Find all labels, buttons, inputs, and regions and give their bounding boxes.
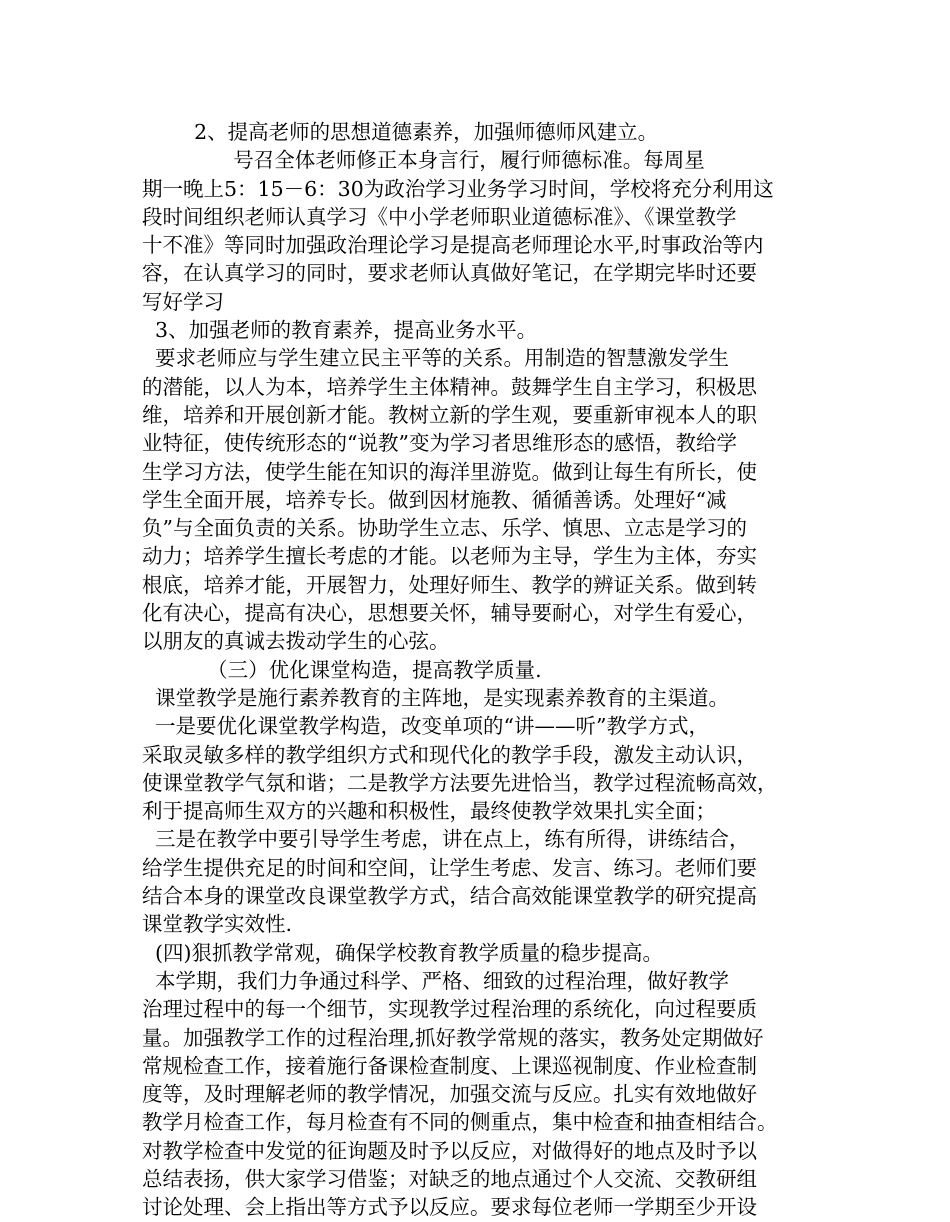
text-line: （三）优化课堂构造，提高教学质量. xyxy=(142,657,542,682)
text-line: (四)狠抓教学常观，确保学校教育教学质量的稳步提高。 xyxy=(142,940,664,965)
text-line: 三是在教学中要引导学生考虑，讲在点上，练有所得，讲练结合， xyxy=(142,827,750,852)
text-line: 动力；培养学生擅长考虑的才能。以老师为主导，学生为主体，夯实 xyxy=(142,544,757,569)
text-line: 度等，及时理解老师的教学情况，加强交流与反应。扎实有效地做好 xyxy=(142,1082,757,1107)
text-line: 负”与全面负责的关系。协助学生立志、乐学、慎思、立志是学习的 xyxy=(142,516,747,541)
text-line: 治理过程中的每一个细节，实现教学过程治理的系统化，向过程要质 xyxy=(142,997,757,1022)
text-line: 课堂教学实效性. xyxy=(142,912,293,937)
text-line: 写好学习 xyxy=(142,289,224,314)
text-line: 讨论处理、会上指出等方式予以反应。要求每位老师一学期至少开设 xyxy=(142,1195,757,1220)
text-line: 给学生提供充足的时间和空间，让学生考虑、发言、练习。老师们要 xyxy=(142,855,757,880)
text-line: 本学期，我们力争通过科学、严格、细致的过程治理，做好教学 xyxy=(142,968,730,993)
text-line: 常规检查工作，接着施行备课检查制度、上课巡视制度、作业检查制 xyxy=(142,1053,757,1078)
text-line: 段时间组织老师认真学习《中小学老师职业道德标准》、《课堂教学 xyxy=(142,204,737,229)
text-line: 期一晚上5：15－6：30为政治学习业务学习时间，学校将充分利用这 xyxy=(142,176,774,201)
text-line: 生学习方法，使学生能在知识的海洋里游览。做到让每生有所长，使 xyxy=(142,459,757,484)
text-line: 业特征，使传统形态的“说教”变为学习者思维形态的感悟，教给学 xyxy=(142,431,737,456)
text-line: 号召全体老师修正本身言行，履行师德标准。每周星 xyxy=(142,148,705,173)
text-line: 一是要优化课堂教学构造，改变单项的“讲——听”教学方式， xyxy=(142,714,709,739)
text-line: 的潜能，以人为本，培养学生主体精神。鼓舞学生自主学习，积极思 xyxy=(142,374,757,399)
text-line: 学生全面开展，培养专长。做到因材施教、循循善诱。处理好“减 xyxy=(142,487,727,512)
text-line: 维，培养和开展创新才能。教树立新的学生观，要重新审视本人的职 xyxy=(142,402,757,427)
text-line: 十不准》等同时加强政治理论学习是提高老师理论水平,时事政治等内 xyxy=(142,233,764,258)
text-line: 容，在认真学习的同时，要求老师认真做好笔记，在学期完毕时还要 xyxy=(142,261,757,286)
text-line: 采取灵敏多样的教学组织方式和现代化的教学手段，激发主动认识， xyxy=(142,742,757,767)
text-line: 结合本身的课堂改良课堂教学方式，结合高效能课堂教学的研究提高 xyxy=(142,884,757,909)
text-line: 2、提高老师的思想道德素养，加强师德师风建立。 xyxy=(142,120,659,144)
text-line: 利于提高师生双方的兴趣和积极性，最终使教学效果扎实全面； xyxy=(142,799,716,824)
text-line: 量。加强教学工作的过程治理,抓好教学常规的落实，教务处定期做好 xyxy=(142,1025,764,1050)
text-line: 对教学检查中发觉的征询题及时予以反应，对做得好的地点及时予以 xyxy=(142,1138,757,1163)
text-line: 化有决心，提高有决心，思想要关怀，辅导要耐心，对学生有爱心， xyxy=(142,601,757,626)
text-line: 根底，培养才能，开展智力，处理好师生、教学的辨证关系。做到转 xyxy=(142,572,757,597)
text-line: 总结表扬，供大家学习借鉴；对缺乏的地点通过个人交流、交教研组 xyxy=(142,1166,757,1191)
text-line: 3、加强老师的教育素养，提高业务水平。 xyxy=(142,318,538,343)
document-page xyxy=(142,118,822,1222)
text-line: 教学月检查工作，每月检查有不同的侧重点，集中检查和抽查相结合。 xyxy=(142,1110,778,1135)
text-line: 课堂教学是施行素养教育的主阵地，是实现素养教育的主渠道。 xyxy=(142,685,730,710)
text-line: 使课堂教学气氛和谐；二是教学方法要先进恰当，教学过程流畅高效， xyxy=(142,770,778,795)
text-line: 以朋友的真诚去拨动学生的心弦。 xyxy=(142,629,450,654)
text-line: 要求老师应与学生建立民主平等的关系。用制造的智慧激发学生 xyxy=(142,346,730,371)
